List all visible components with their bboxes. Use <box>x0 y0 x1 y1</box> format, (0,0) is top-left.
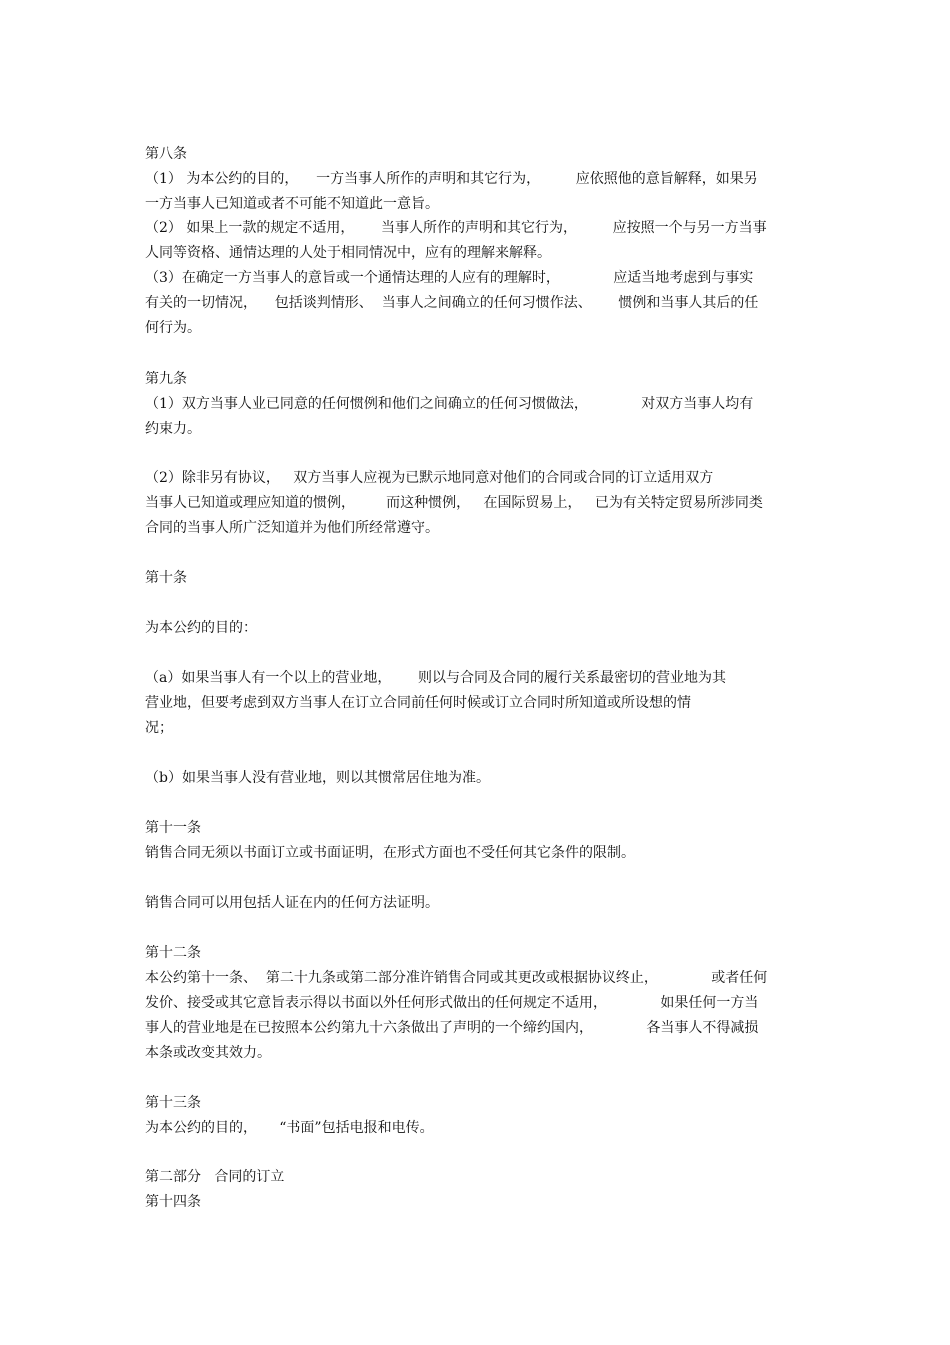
article-8-heading: 第八条 <box>145 146 187 162</box>
text-line: （3）在确定一方当事人的意旨或一个通情达理的人应有的理解时， 应适当地考虑到与事实 <box>145 270 754 286</box>
text-line: 销售合同可以用包括人证在内的任何方法证明。 <box>145 895 439 911</box>
text-line: 本条或改变其效力。 <box>145 1045 271 1061</box>
text-line: 一方当事人已知道或者不可能不知道此一意旨。 <box>145 196 439 212</box>
article-13-heading: 第十三条 <box>145 1095 201 1111</box>
text-line: 当事人已知道或理应知道的惯例， 而这种惯例， 在国际贸易上， 已为有关特定贸易所涉同类 <box>145 495 763 511</box>
article-12-heading: 第十二条 <box>145 945 201 961</box>
text-line: 人同等资格、通情达理的人处于相同情况中，应有的理解来解释。 <box>145 245 551 261</box>
text-line: （1） 为本公约的目的， 一方当事人所作的声明和其它行为， 应依照他的意旨解释，如果另 <box>145 171 758 187</box>
text-line: 况； <box>145 720 173 736</box>
text-line: 营业地，但要考虑到双方当事人在订立合同前任何时候或订立合同时所知道或所设想的情 <box>145 695 691 711</box>
text-line: 为本公约的目的， “书面”包括电报和电传。 <box>145 1120 434 1136</box>
text-line: 合同的当事人所广泛知道并为他们所经常遵守。 <box>145 520 439 536</box>
text-line: （2） 如果上一款的规定不适用， 当事人所作的声明和其它行为， 应按照一个与另一方当事 <box>145 220 767 236</box>
text-line: 销售合同无须以书面订立或书面证明，在形式方面也不受任何其它条件的限制。 <box>145 845 635 861</box>
article-14-heading: 第十四条 <box>145 1194 201 1210</box>
text-line: 为本公约的目的： <box>145 620 257 636</box>
text-line: 本公约第十一条、 第二十九条或第二部分准许销售合同或其更改或根据协议终止， 或者任何 <box>145 970 768 986</box>
article-11-heading: 第十一条 <box>145 820 201 836</box>
text-line: （b）如果当事人没有营业地，则以其惯常居住地为准。 <box>145 770 490 786</box>
text-line: 发价、接受或其它意旨表示得以书面以外任何形式做出的任何规定不适用， 如果任何一方当 <box>145 995 759 1011</box>
text-line: （a）如果当事人有一个以上的营业地， 则以与合同及合同的履行关系最密切的营业地为其 <box>145 670 727 686</box>
text-line: 有关的一切情况， 包括谈判情形、 当事人之间确立的任何习惯作法、 惯例和当事人其后的任 <box>145 295 759 311</box>
part-2-heading: 第二部分 合同的订立 <box>145 1169 285 1185</box>
text-line: 约束力。 <box>145 421 201 437</box>
text-line: 何行为。 <box>145 320 201 336</box>
text-line: （1）双方当事人业已同意的任何惯例和他们之间确立的任何习惯做法， 对双方当事人均有 <box>145 396 754 412</box>
text-line: （2）除非另有协议， 双方当事人应视为已默示地同意对他们的合同或合同的订立适用双方 <box>145 470 714 486</box>
article-10-heading: 第十条 <box>145 570 187 586</box>
article-9-heading: 第九条 <box>145 371 187 387</box>
text-line: 事人的营业地是在已按照本公约第九十六条做出了声明的一个缔约国内， 各当事人不得减损 <box>145 1020 759 1036</box>
